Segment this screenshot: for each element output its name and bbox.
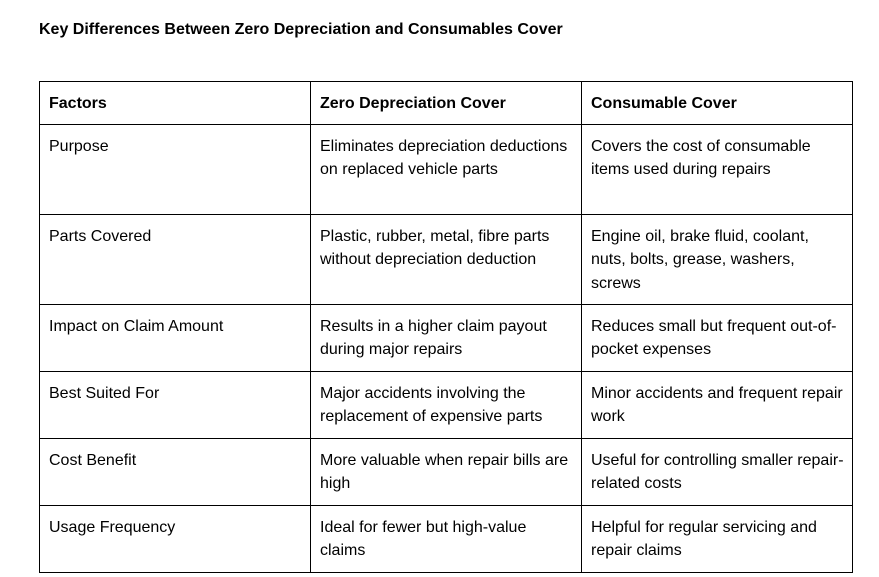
consumable-cell: Helpful for regular servicing and repair claims [582,505,853,572]
header-consumable: Consumable Cover [582,82,853,125]
factor-cell: Parts Covered [40,214,311,304]
zero-dep-cell: Eliminates depreciation deductions on replaced vehicle parts [311,124,582,214]
consumable-cell: Useful for controlling smaller repair-related costs [582,438,853,505]
factor-cell: Usage Frequency [40,505,311,572]
factor-cell: Impact on Claim Amount [40,304,311,371]
document-title: Key Differences Between Zero Depreciation and Consumables Cover [39,21,563,38]
comparison-table [39,81,853,573]
table-row [40,371,853,438]
zero-dep-cell: More valuable when repair bills are high [311,438,582,505]
table-row [40,505,853,572]
zero-dep-cell: Ideal for fewer but high-value claims [311,505,582,572]
zero-dep-cell: Results in a higher claim payout during major repairs [311,304,582,371]
factor-cell: Best Suited For [40,371,311,438]
consumable-cell: Reduces small but frequent out-of-pocket expenses [582,304,853,371]
factor-cell: Purpose [40,124,311,214]
header-factors: Factors [40,82,311,125]
table-row [40,124,853,214]
table-row [40,438,853,505]
table-row [40,304,853,371]
table-header-row [40,82,853,125]
zero-dep-cell: Major accidents involving the replacement of expensive parts [311,371,582,438]
zero-dep-cell: Plastic, rubber, metal, fibre parts without depreciation deduction [311,214,582,304]
header-zero-depreciation: Zero Depreciation Cover [311,82,582,125]
consumable-cell: Covers the cost of consumable items used during repairs [582,124,853,214]
consumable-cell: Minor accidents and frequent repair work [582,371,853,438]
consumable-cell: Engine oil, brake fluid, coolant, nuts, bolts, grease, washers, screws [582,214,853,304]
table-row [40,214,853,304]
factor-cell: Cost Benefit [40,438,311,505]
